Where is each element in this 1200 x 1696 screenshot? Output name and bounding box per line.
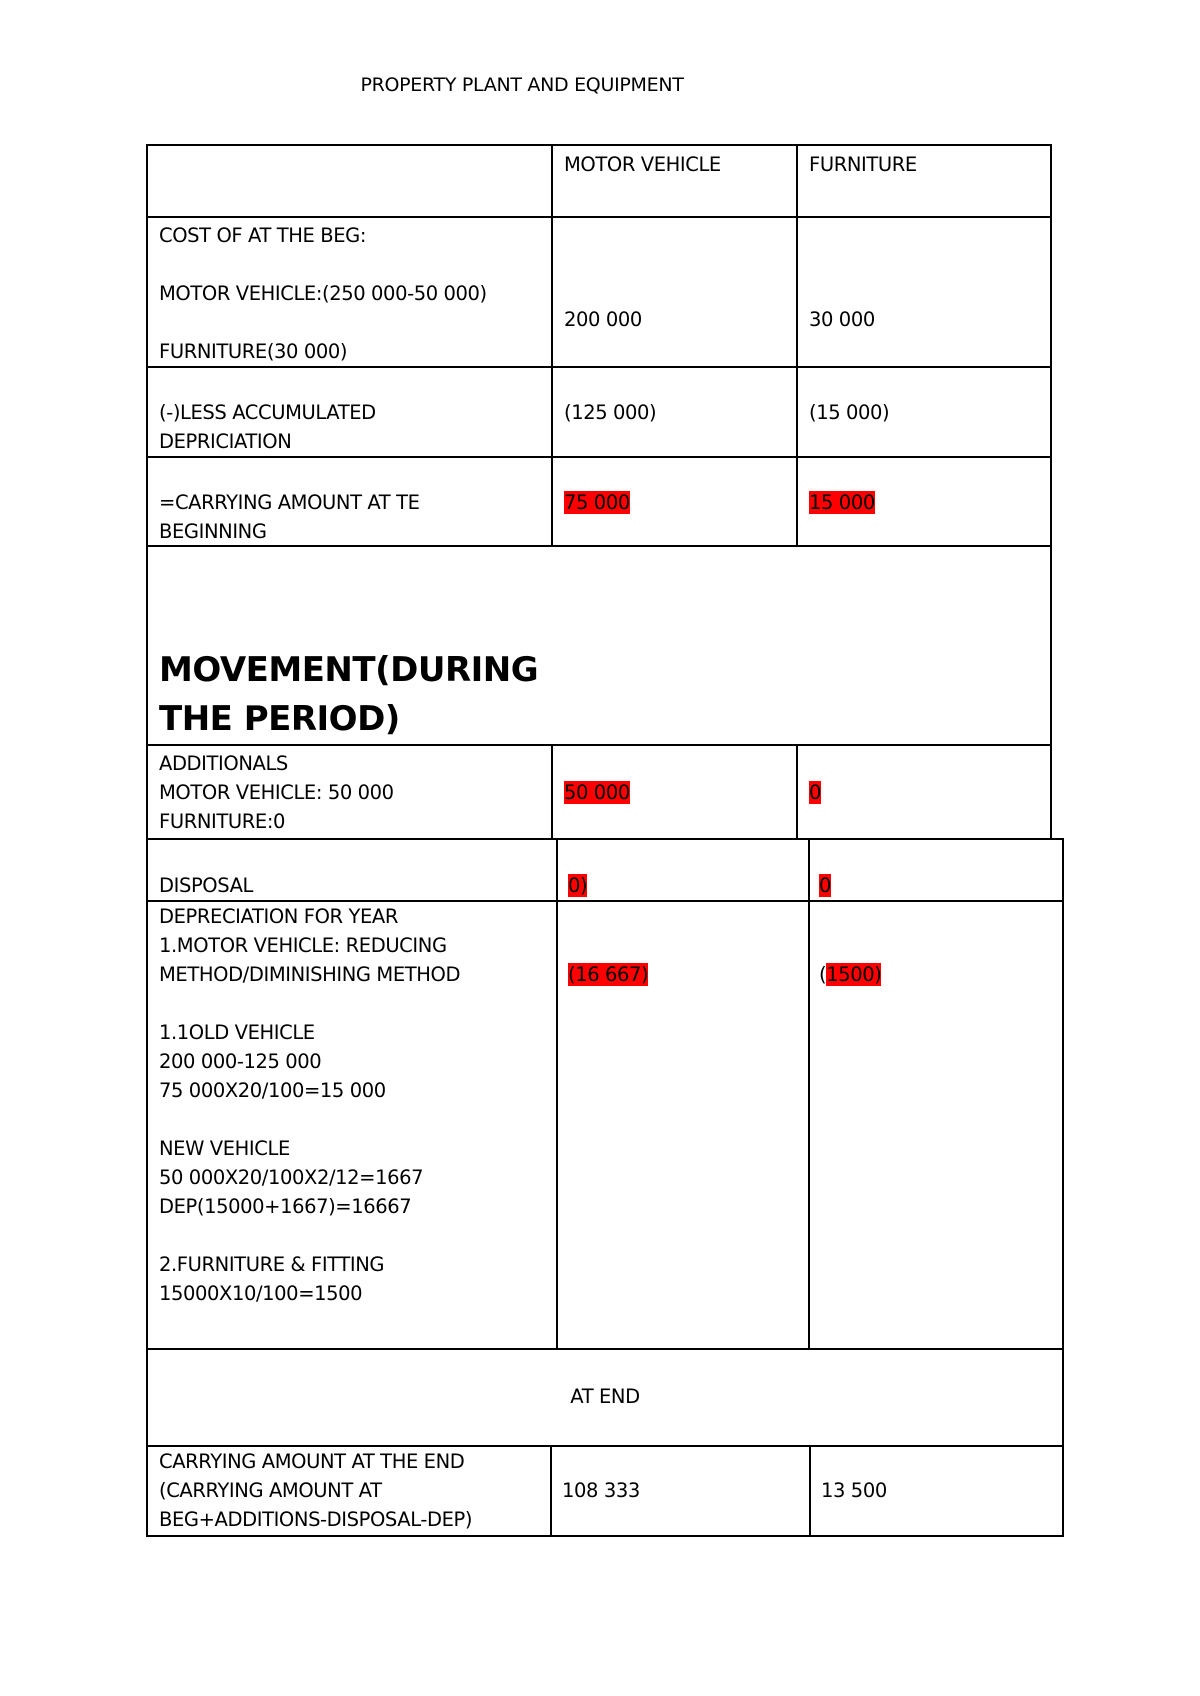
accumulated-label-line: (-)LESS ACCUMULATED xyxy=(159,401,376,424)
additionals-label-line: ADDITIONALS xyxy=(159,752,288,775)
additionals-furniture xyxy=(809,778,821,807)
highlighted-value: (16 667) xyxy=(568,963,649,986)
accumulated-motor-vehicle: (125 000) xyxy=(564,401,657,424)
disposal-motor-vehicle xyxy=(568,871,587,900)
depreciation-line: 1.1OLD VEHICLE xyxy=(159,1021,315,1044)
depreciation-workings xyxy=(159,902,460,1308)
carrying-end-label xyxy=(159,1447,472,1534)
accumulated-label-line: DEPRICIATION xyxy=(159,430,292,453)
carrying-beginning-label-line: =CARRYING AMOUNT AT TE xyxy=(159,491,420,514)
movement-heading-line: THE PERIOD) xyxy=(159,699,400,739)
accumulated-furniture: (15 000) xyxy=(809,401,890,424)
page-title: PROPERTY PLANT AND EQUIPMENT xyxy=(360,74,684,96)
ppe-table-bottom xyxy=(146,1348,1064,1537)
carrying-end-label-line: (CARRYING AMOUNT AT xyxy=(159,1479,382,1502)
additionals-label xyxy=(159,749,394,836)
highlighted-value: 75 000 xyxy=(564,491,630,514)
carrying-beginning-label-line: BEGINNING xyxy=(159,520,267,543)
ppe-table-top xyxy=(146,144,1052,840)
highlighted-value: 50 000 xyxy=(564,781,630,804)
additionals-motor-vehicle xyxy=(564,778,630,807)
depreciation-line: METHOD/DIMINISHING METHOD xyxy=(159,963,461,986)
depreciation-line: 2.FURNITURE & FITTING xyxy=(159,1253,385,1276)
depreciation-line xyxy=(159,1105,460,1134)
carrying-end-label-line: BEG+ADDITIONS-DISPOSAL-DEP) xyxy=(159,1508,473,1531)
disposal-furniture xyxy=(819,871,831,900)
header-motor-vehicle: MOTOR VEHICLE xyxy=(564,153,721,176)
cost-label-line: COST OF AT THE BEG: xyxy=(159,224,367,247)
accumulated-label xyxy=(159,398,376,456)
depreciation-line: 200 000-125 000 xyxy=(159,1050,322,1073)
carrying-end-label-line: CARRYING AMOUNT AT THE END xyxy=(159,1450,465,1473)
at-end-label: AT END xyxy=(570,1385,640,1408)
cost-label-line: MOTOR VEHICLE:(250 000-50 000) xyxy=(159,282,487,305)
depreciation-line: 75 000X20/100=15 000 xyxy=(159,1079,386,1102)
cost-furniture: 30 000 xyxy=(809,308,875,331)
carrying-beginning-label xyxy=(159,488,420,546)
additionals-label-line: MOTOR VEHICLE: 50 000 xyxy=(159,781,394,804)
carrying-end-furniture: 13 500 xyxy=(821,1479,887,1502)
depreciation-line xyxy=(159,989,460,1018)
depreciation-furniture xyxy=(819,960,881,989)
depreciation-line: 15000X10/100=1500 xyxy=(159,1282,363,1305)
highlighted-value: 1500) xyxy=(826,963,882,986)
ppe-table-middle xyxy=(146,838,1064,1350)
depreciation-line: DEP(15000+1667)=16667 xyxy=(159,1195,412,1218)
movement-heading xyxy=(159,646,538,744)
depreciation-line: DEPRECIATION FOR YEAR xyxy=(159,905,398,928)
depreciation-line xyxy=(159,1221,460,1250)
depreciation-line: 1.MOTOR VEHICLE: REDUCING xyxy=(159,934,447,957)
highlighted-value: 0 xyxy=(819,874,832,897)
cost-motor-vehicle: 200 000 xyxy=(564,308,642,331)
cost-label-line: FURNITURE(30 000) xyxy=(159,340,348,363)
header-furniture: FURNITURE xyxy=(809,153,917,176)
depreciation-line: NEW VEHICLE xyxy=(159,1137,290,1160)
highlighted-value: 0 xyxy=(809,781,822,804)
depreciation-line: 50 000X20/100X2/12=1667 xyxy=(159,1166,424,1189)
disposal-label: DISPOSAL xyxy=(159,874,253,897)
cost-label xyxy=(159,221,487,366)
carrying-beginning-motor-vehicle xyxy=(564,488,630,517)
carrying-end-motor-vehicle: 108 333 xyxy=(562,1479,640,1502)
highlighted-value: 15 000 xyxy=(809,491,875,514)
movement-heading-line: MOVEMENT(DURING xyxy=(159,650,539,690)
additionals-label-line: FURNITURE:0 xyxy=(159,810,286,833)
carrying-beginning-furniture xyxy=(809,488,875,517)
highlighted-value: 0) xyxy=(568,874,588,897)
open-paren: ( xyxy=(819,963,827,986)
depreciation-motor-vehicle xyxy=(568,960,648,989)
